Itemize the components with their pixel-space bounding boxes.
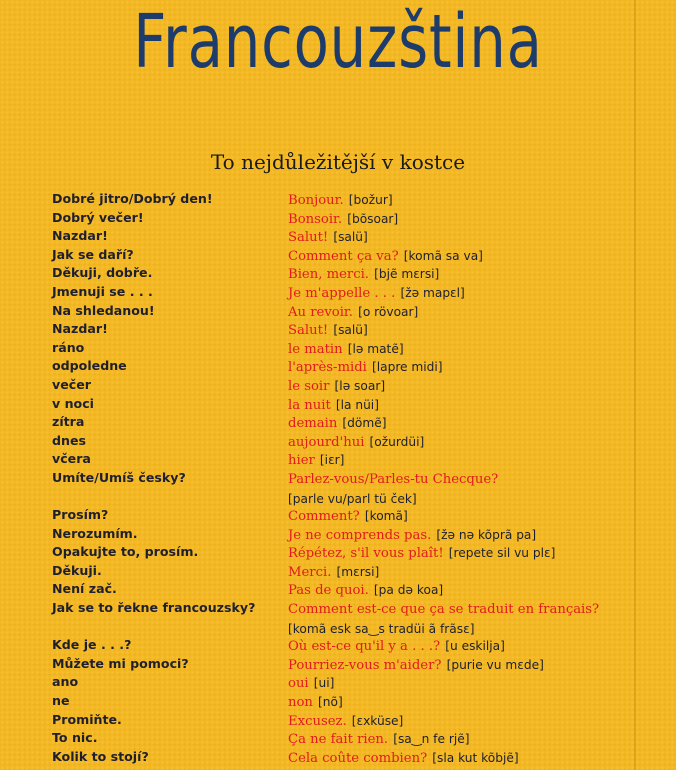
french-phrase: Répétez, s'il vous plaît!	[288, 546, 444, 562]
pronunciation: [komã]	[364, 509, 408, 524]
czech-phrase: Prosím?	[52, 507, 109, 523]
book-title: Francouzština	[133, 0, 543, 85]
phrase-row	[0, 209, 676, 228]
french-phrase: hier	[288, 453, 315, 469]
french-phrase: Bien, merci.	[288, 267, 369, 283]
czech-phrase: zítra	[52, 414, 85, 430]
french-phrase: non	[288, 695, 313, 711]
french-phrase: aujourd'hui	[288, 434, 365, 450]
pronunciation: [purie vu mɛde]	[446, 657, 544, 672]
french-translation	[288, 450, 628, 471]
czech-phrase: Dobrý večer!	[52, 209, 144, 225]
french-translation	[288, 246, 628, 267]
french-translation	[288, 692, 628, 713]
phrase-row	[0, 506, 676, 525]
pronunciation: [bõsoar]	[347, 211, 399, 226]
czech-phrase: Jmenuji se . . .	[52, 283, 153, 299]
pronunciation: [komã esk sa‿s tradüi ã frãsɛ]	[288, 621, 475, 636]
french-phrase: la nuit	[288, 397, 331, 413]
french-translation	[288, 209, 628, 230]
phrase-row	[0, 525, 676, 544]
pronunciation: [nõ]	[318, 695, 343, 710]
czech-phrase: v noci	[52, 395, 94, 411]
czech-phrase: Opakujte to, prosím.	[52, 544, 199, 560]
pronunciation: [lapre midi]	[371, 360, 443, 375]
french-translation	[288, 376, 628, 397]
french-phrase: Cela coûte combien?	[288, 750, 428, 766]
french-phrase: oui	[288, 676, 309, 692]
czech-phrase: Na shledanou!	[52, 302, 155, 318]
french-translation	[288, 469, 628, 508]
french-phrase: Pourriez-vous m'aider?	[288, 657, 442, 673]
czech-phrase: večer	[52, 376, 91, 392]
french-phrase: Comment ça va?	[288, 248, 399, 264]
phrase-row	[0, 636, 676, 655]
czech-phrase: Dobré jitro/Dobrý den!	[52, 191, 213, 206]
french-translation	[288, 339, 628, 360]
french-translation	[288, 580, 628, 601]
pronunciation: [žə nə kõprã pa]	[436, 527, 537, 542]
phrase-row	[0, 450, 676, 469]
phrase-row	[0, 711, 676, 730]
czech-phrase: Kolik to stojí?	[52, 748, 149, 764]
pronunciation: [salü]	[333, 323, 368, 338]
phrase-row	[0, 395, 676, 414]
phrase-row	[0, 246, 676, 265]
pronunciation: [lə soar]	[334, 378, 386, 393]
french-translation	[288, 413, 628, 434]
french-phrase: l'après-midi	[288, 360, 367, 376]
czech-phrase: Kde je . . .?	[52, 637, 132, 653]
phrase-row	[0, 432, 676, 451]
french-phrase: Je m'appelle . . .	[288, 285, 396, 301]
french-phrase: Salut!	[288, 323, 329, 339]
phrase-row	[0, 227, 676, 246]
czech-phrase: Promiňte.	[52, 711, 122, 727]
french-translation	[288, 599, 628, 638]
czech-phrase: ano	[52, 674, 79, 690]
phrase-row	[0, 283, 676, 302]
phrase-row	[0, 562, 676, 581]
czech-phrase: včera	[52, 451, 91, 467]
pronunciation: [sa‿n fe rjẽ]	[393, 732, 470, 747]
phrase-row	[0, 729, 676, 748]
phrase-row	[0, 580, 676, 599]
french-translation	[288, 748, 628, 769]
french-translation	[288, 543, 628, 564]
pronunciation: [la nüi]	[335, 397, 379, 412]
pronunciation: [ui]	[313, 676, 335, 691]
french-phrase: Comment?	[288, 509, 360, 525]
czech-phrase: Umíte/Umíš česky?	[52, 469, 186, 485]
czech-phrase: Můžete mi pomoci?	[52, 655, 189, 671]
french-phrase: Ça ne fait rien.	[288, 732, 389, 748]
pronunciation: [repete sil vu plɛ]	[448, 546, 556, 561]
french-translation	[288, 227, 628, 248]
phrase-row	[0, 264, 676, 283]
pronunciation: [ožurdüi]	[369, 434, 425, 449]
french-phrase: Comment est-ce que ça se traduit en français?	[288, 602, 600, 618]
french-translation	[288, 636, 628, 657]
pronunciation: [komã sa va]	[403, 248, 483, 263]
phrase-row	[0, 357, 676, 376]
czech-phrase: ráno	[52, 339, 85, 355]
czech-phrase: Jak se to řekne francouzsky?	[52, 600, 256, 616]
french-translation	[288, 283, 628, 304]
pronunciation: [dömẽ]	[342, 416, 387, 431]
pronunciation: [u eskilja]	[445, 639, 505, 654]
pronunciation: [sla kut kõbjẽ]	[432, 750, 519, 765]
pronunciation: [pa də koa]	[373, 583, 444, 598]
french-phrase: demain	[288, 416, 338, 432]
pronunciation: [božur]	[348, 193, 393, 207]
pronunciation: [žə mapɛl]	[400, 285, 465, 300]
phrase-list	[0, 190, 676, 766]
french-translation	[288, 655, 628, 676]
phrase-row	[0, 599, 676, 636]
pronunciation: [bjẽ mɛrsi]	[374, 267, 440, 282]
czech-phrase: Nerozumím.	[52, 525, 138, 541]
czech-phrase: Děkuji, dobře.	[52, 265, 153, 281]
french-translation	[288, 673, 628, 694]
czech-phrase: ne	[52, 693, 70, 709]
pronunciation: [iɛr]	[319, 453, 345, 468]
czech-phrase: To nic.	[52, 730, 98, 746]
french-translation	[288, 264, 628, 285]
french-translation	[288, 506, 628, 527]
phrase-row	[0, 655, 676, 674]
phrase-row	[0, 376, 676, 395]
french-phrase: Où est-ce qu'il y a . . .?	[288, 639, 441, 655]
czech-phrase: Nazdar!	[52, 228, 108, 244]
phrase-row	[0, 543, 676, 562]
french-phrase: Salut!	[288, 230, 329, 246]
french-phrase: Bonjour.	[288, 193, 344, 208]
french-phrase: Excusez.	[288, 713, 347, 729]
french-translation	[288, 320, 628, 341]
phrase-row	[0, 413, 676, 432]
phrase-row	[0, 339, 676, 358]
phrase-row	[0, 190, 676, 209]
pronunciation: [o rövoar]	[358, 304, 419, 319]
french-phrase: le matin	[288, 341, 343, 357]
french-translation	[288, 562, 628, 583]
french-translation	[288, 432, 628, 453]
pronunciation: [parle vu/parl tü ček]	[288, 491, 417, 506]
phrase-row	[0, 302, 676, 321]
czech-phrase: Nazdar!	[52, 321, 108, 337]
french-phrase: Merci.	[288, 564, 332, 580]
french-translation	[288, 357, 628, 378]
pronunciation: [mɛrsi]	[336, 564, 380, 579]
french-phrase: Parlez-vous/Parles-tu Checque?	[288, 471, 499, 487]
phrase-row	[0, 320, 676, 339]
czech-phrase: odpoledne	[52, 358, 127, 374]
czech-phrase: Není zač.	[52, 581, 117, 597]
french-translation	[288, 711, 628, 732]
french-translation	[288, 302, 628, 323]
phrase-row	[0, 469, 676, 506]
phrase-row	[0, 692, 676, 711]
french-phrase: Bonsoir.	[288, 211, 343, 227]
phrase-row	[0, 748, 676, 767]
french-translation	[288, 525, 628, 546]
french-phrase: le soir	[288, 378, 330, 394]
french-phrase: Pas de quoi.	[288, 583, 369, 599]
pronunciation: [lə matẽ]	[347, 341, 404, 356]
french-phrase: Je ne comprends pas.	[288, 527, 432, 543]
french-translation	[288, 190, 628, 211]
french-translation	[288, 729, 628, 750]
french-phrase: Au revoir.	[288, 304, 353, 320]
phrase-row	[0, 673, 676, 692]
pronunciation: [salü]	[333, 230, 368, 245]
section-subtitle: To nejdůležitější v kostce	[210, 150, 466, 174]
czech-phrase: dnes	[52, 432, 87, 448]
pronunciation: [ɛxküse]	[351, 713, 404, 728]
czech-phrase: Děkuji.	[52, 562, 102, 578]
czech-phrase: Jak se daří?	[52, 246, 134, 262]
